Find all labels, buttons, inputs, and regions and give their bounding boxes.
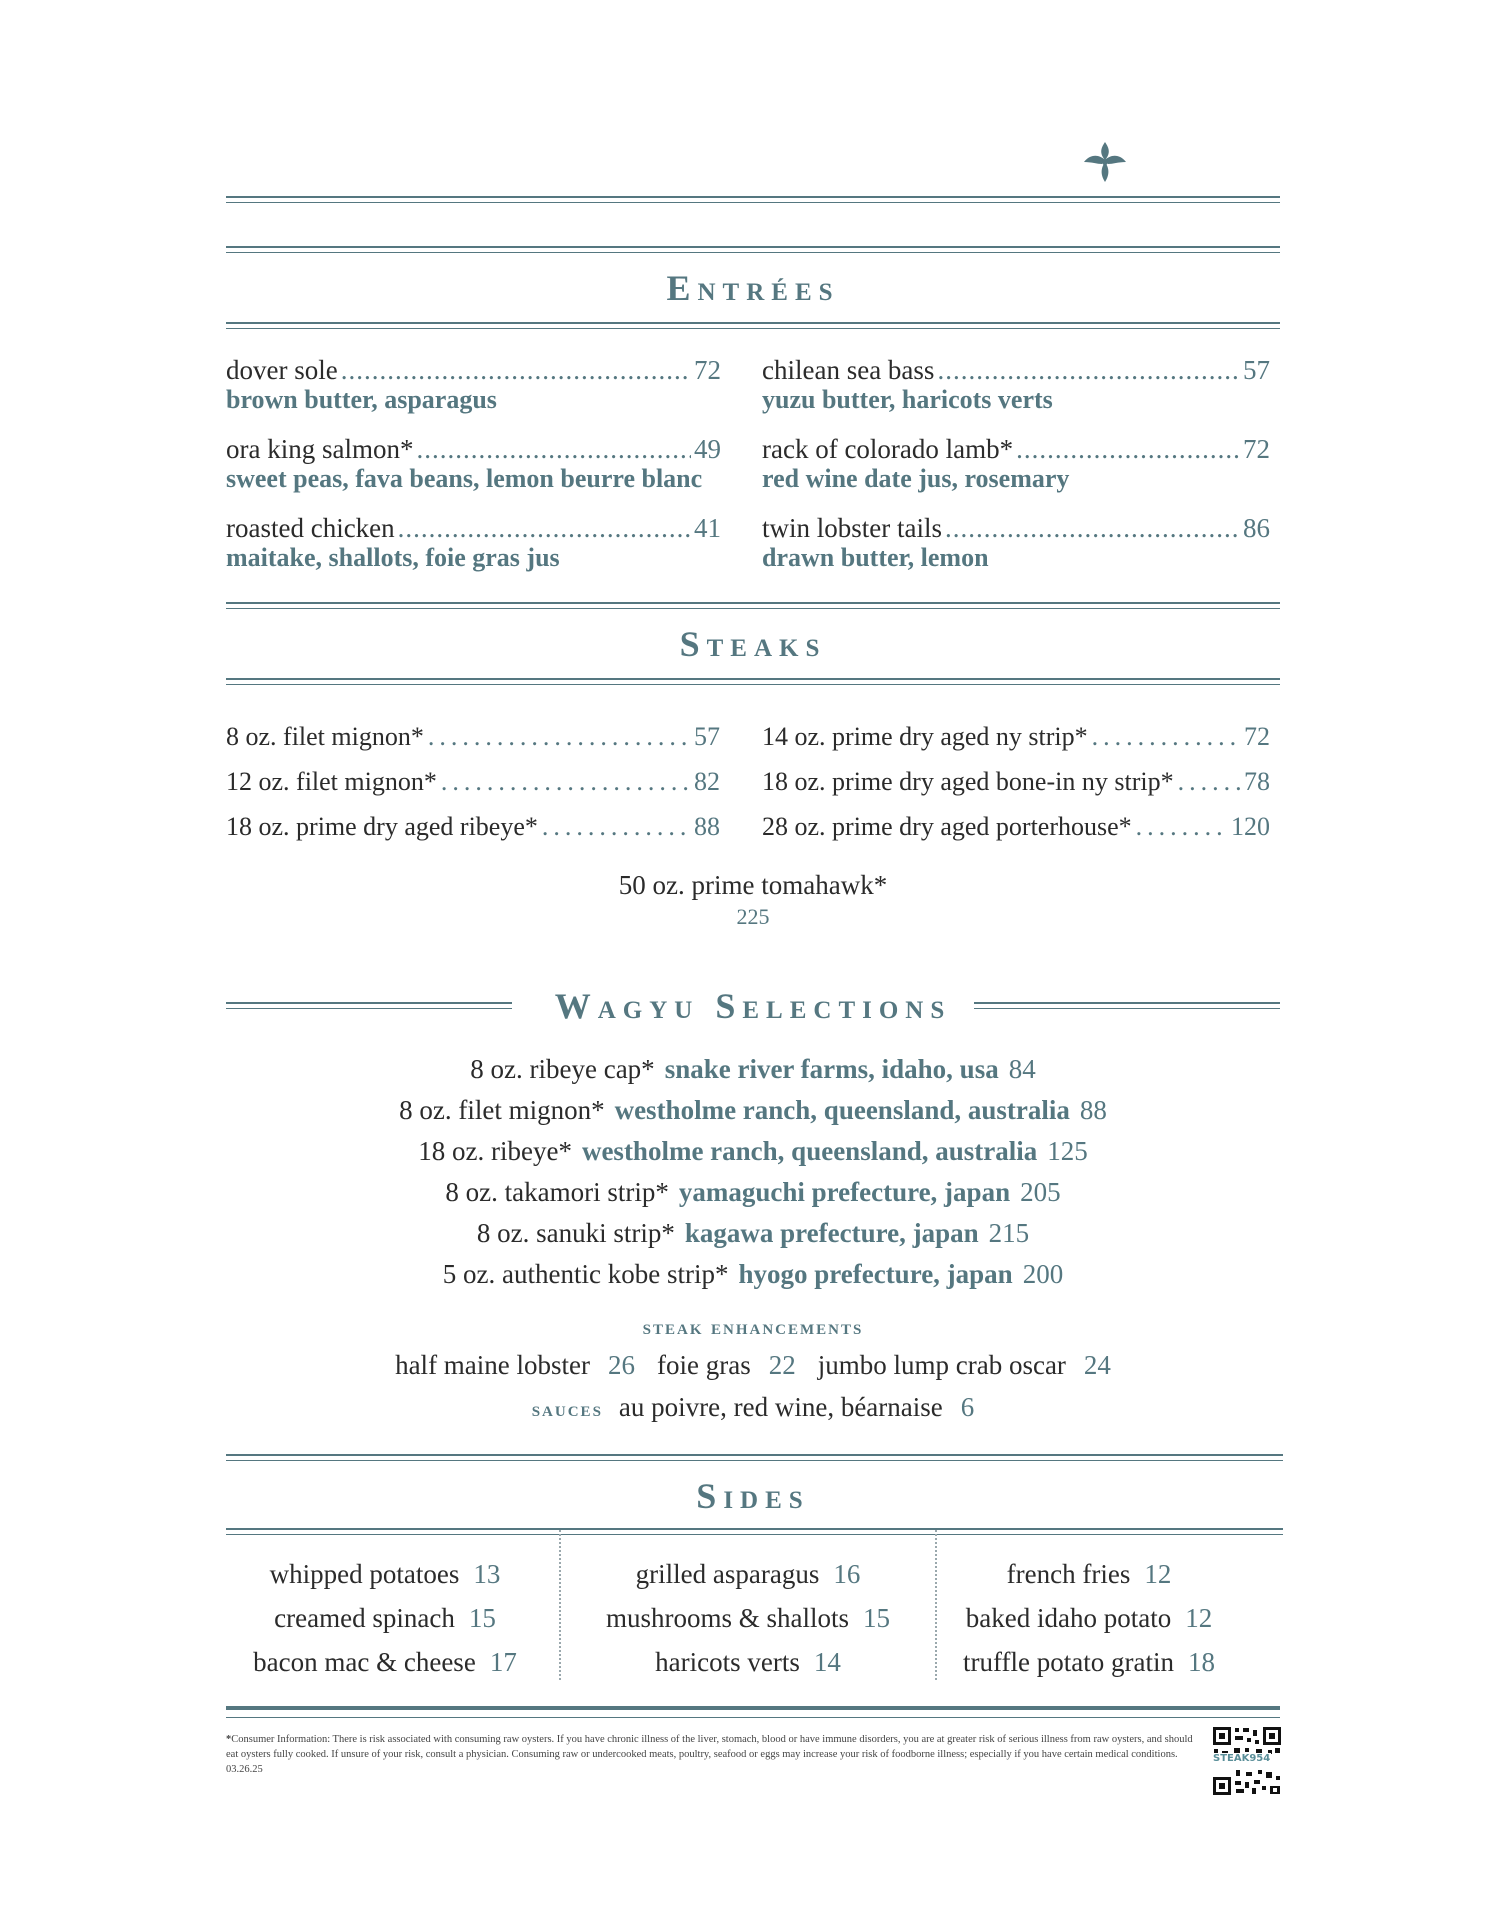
enhancements-title: steak enhancements: [642, 1314, 864, 1339]
qr-brand-label: STEAK954: [1213, 1753, 1271, 1764]
item-price: 82: [694, 767, 720, 796]
menu-item: [762, 722, 1270, 752]
item-price: 205: [1020, 1177, 1061, 1207]
side-item: [914, 1596, 1264, 1640]
side-price: 13: [473, 1559, 501, 1589]
menu-item: [762, 812, 1270, 842]
divider: [226, 1528, 1283, 1535]
menu-item: [762, 355, 1270, 415]
section-title-entrees: Entrées: [666, 268, 840, 308]
section-title-sides: Sides: [696, 1476, 810, 1516]
wagyu-item: [226, 1175, 1280, 1209]
divider: [226, 1454, 1283, 1461]
sides-column: [210, 1552, 560, 1684]
side-item: [210, 1640, 560, 1684]
side-price: 15: [863, 1603, 890, 1633]
leader-dots: [1016, 434, 1240, 464]
menu-item: [762, 434, 1270, 494]
item-price: 57: [694, 722, 720, 751]
item-description: brown butter, asparagus: [226, 385, 497, 414]
sauces-text: au poivre, red wine, béarnaise: [618, 1392, 943, 1422]
side-name: haricots verts: [655, 1647, 800, 1677]
leader-dots: [341, 355, 691, 385]
side-name: grilled asparagus: [635, 1559, 820, 1589]
item-origin: yamaguchi prefecture, japan: [678, 1177, 1011, 1207]
side-name: truffle potato gratin: [963, 1647, 1174, 1677]
menu-item: [762, 513, 1270, 573]
side-name: mushrooms & shallots: [605, 1603, 849, 1633]
item-description: sweet peas, fava beans, lemon beurre blanc: [226, 464, 703, 493]
header-rule: [226, 196, 1280, 203]
leader-dots: [542, 812, 690, 842]
item-name: 8 oz. takamori strip*: [445, 1177, 669, 1207]
wagyu-item: [226, 1134, 1280, 1168]
feature-item-price: 225: [736, 904, 770, 929]
enhancement-name: half maine lobster: [395, 1350, 591, 1380]
divider: [226, 246, 1280, 253]
menu-item: [226, 513, 721, 573]
menu-item: [226, 434, 721, 494]
leader-dots: [1136, 812, 1227, 842]
leader-dots: [441, 767, 690, 797]
menu-item: [226, 812, 720, 842]
item-origin: hyogo prefecture, japan: [738, 1259, 1013, 1289]
item-description: yuzu butter, haricots verts: [762, 385, 1053, 414]
leader-dots: [428, 722, 690, 752]
item-price: 49: [694, 434, 721, 464]
item-name: twin lobster tails: [762, 513, 942, 543]
disclaimer-star: *: [226, 1734, 232, 1745]
footer-rule: [226, 1706, 1280, 1718]
wagyu-item: [226, 1216, 1280, 1250]
side-item: [914, 1552, 1264, 1596]
leader-dots: [937, 355, 1240, 385]
item-price: 88: [1079, 1095, 1107, 1125]
item-name: ora king salmon*: [226, 434, 414, 464]
section-title-wagyu: Wagyu Selections: [554, 986, 952, 1026]
sides-column: [914, 1552, 1264, 1684]
wagyu-item: [226, 1093, 1280, 1127]
wagyu-item: [226, 1052, 1280, 1086]
enhancement-price: 24: [1083, 1350, 1111, 1380]
item-name: 18 oz. prime dry aged bone-in ny strip*: [762, 767, 1174, 796]
item-price: 125: [1047, 1136, 1088, 1166]
item-name: 18 oz. ribeye*: [418, 1136, 572, 1166]
item-name: 8 oz. sanuki strip*: [476, 1218, 675, 1248]
item-price: 84: [1008, 1054, 1036, 1084]
item-name: 8 oz. ribeye cap*: [470, 1054, 655, 1084]
item-name: 8 oz. filet mignon*: [226, 722, 424, 751]
consumer-disclaimer: [226, 1732, 1196, 1777]
item-price: 72: [694, 355, 721, 385]
menu-item: [226, 355, 721, 415]
leader-dots: [1178, 767, 1240, 797]
disclaimer-text: Consumer Information: There is risk associated with consuming raw oysters. If you have chronic illness of the liver, stomach, blood or have immune disorders, you are at greater risk of serious illness from raw oysters, and should eat oysters fully cooked. If unsure of your risk, consult a physician. Consuming raw or undercooked meats, poultry, seafood or eggs may increase your risk of foodborne illness; especially if you have certain medical conditions. 03.26.25: [226, 1734, 1193, 1775]
sauces-price: 6: [960, 1392, 975, 1422]
side-price: 12: [1144, 1559, 1172, 1589]
side-item: [573, 1596, 923, 1640]
item-name: roasted chicken: [226, 513, 395, 543]
side-item: [573, 1640, 923, 1684]
leader-dots: [945, 513, 1240, 543]
side-price: 14: [813, 1647, 841, 1677]
leader-dots: [398, 513, 691, 543]
item-origin: snake river farms, idaho, usa: [664, 1054, 999, 1084]
item-origin: westholme ranch, queensland, australia: [581, 1136, 1038, 1166]
menu-item: [226, 722, 720, 752]
item-price: 78: [1244, 767, 1270, 796]
item-description: red wine date jus, rosemary: [762, 464, 1070, 493]
item-name: 5 oz. authentic kobe strip*: [442, 1259, 729, 1289]
item-name: 28 oz. prime dry aged porterhouse*: [762, 812, 1132, 841]
item-price: 120: [1231, 812, 1270, 841]
item-origin: kagawa prefecture, japan: [684, 1218, 979, 1248]
section-title-steaks: Steaks: [679, 624, 827, 664]
sauces-label: sauces: [531, 1396, 603, 1421]
leader-dots: [416, 434, 691, 464]
item-description: drawn butter, lemon: [762, 543, 989, 572]
item-name: 14 oz. prime dry aged ny strip*: [762, 722, 1088, 751]
item-price: 215: [988, 1218, 1030, 1248]
item-price: 72: [1244, 722, 1270, 751]
item-name: chilean sea bass: [762, 355, 935, 385]
side-name: whipped potatoes: [269, 1559, 460, 1589]
item-price: 86: [1243, 513, 1270, 543]
column-divider: [559, 1530, 561, 1680]
menu-item: [762, 767, 1270, 797]
enhancement-name: foie gras: [657, 1350, 751, 1380]
side-name: baked idaho potato: [965, 1603, 1172, 1633]
side-item: [210, 1596, 560, 1640]
item-description: maitake, shallots, foie gras jus: [226, 543, 560, 572]
item-price: 200: [1022, 1259, 1064, 1289]
side-price: 12: [1185, 1603, 1213, 1633]
side-name: creamed spinach: [274, 1603, 455, 1633]
feature-item-name: 50 oz. prime tomahawk*: [618, 870, 888, 900]
side-price: 15: [468, 1603, 496, 1633]
side-item: [573, 1552, 923, 1596]
leader-dots: [1092, 722, 1240, 752]
divider: [226, 322, 1280, 329]
enhancement-name: jumbo lump crab oscar: [817, 1350, 1066, 1380]
menu-item: [226, 767, 720, 797]
side-name: bacon mac & cheese: [253, 1647, 476, 1677]
enhancement-price: 22: [768, 1350, 796, 1380]
item-name: 18 oz. prime dry aged ribeye*: [226, 812, 538, 841]
item-name: dover sole: [226, 355, 338, 385]
side-name: french fries: [1006, 1559, 1131, 1589]
enhancement-price: 26: [608, 1350, 636, 1380]
item-name: rack of colorado lamb*: [762, 434, 1014, 464]
wagyu-item: [226, 1257, 1280, 1291]
item-origin: westholme ranch, queensland, australia: [614, 1095, 1070, 1125]
side-price: 17: [489, 1647, 517, 1677]
divider: [226, 602, 1280, 609]
item-name: 8 oz. filet mignon*: [399, 1095, 605, 1125]
fleur-ornament-icon: [1080, 140, 1130, 186]
side-price: 16: [833, 1559, 861, 1589]
side-item: [914, 1640, 1264, 1684]
side-price: 18: [1187, 1647, 1215, 1677]
sides-column: [573, 1552, 923, 1684]
divider: [226, 678, 1280, 685]
item-price: 88: [694, 812, 720, 841]
item-name: 12 oz. filet mignon*: [226, 767, 437, 796]
item-price: 72: [1243, 434, 1270, 464]
item-price: 57: [1243, 355, 1270, 385]
sauces-row: [226, 1390, 1280, 1426]
side-item: [210, 1552, 560, 1596]
item-price: 41: [694, 513, 721, 543]
enhancements-row: [226, 1348, 1280, 1382]
